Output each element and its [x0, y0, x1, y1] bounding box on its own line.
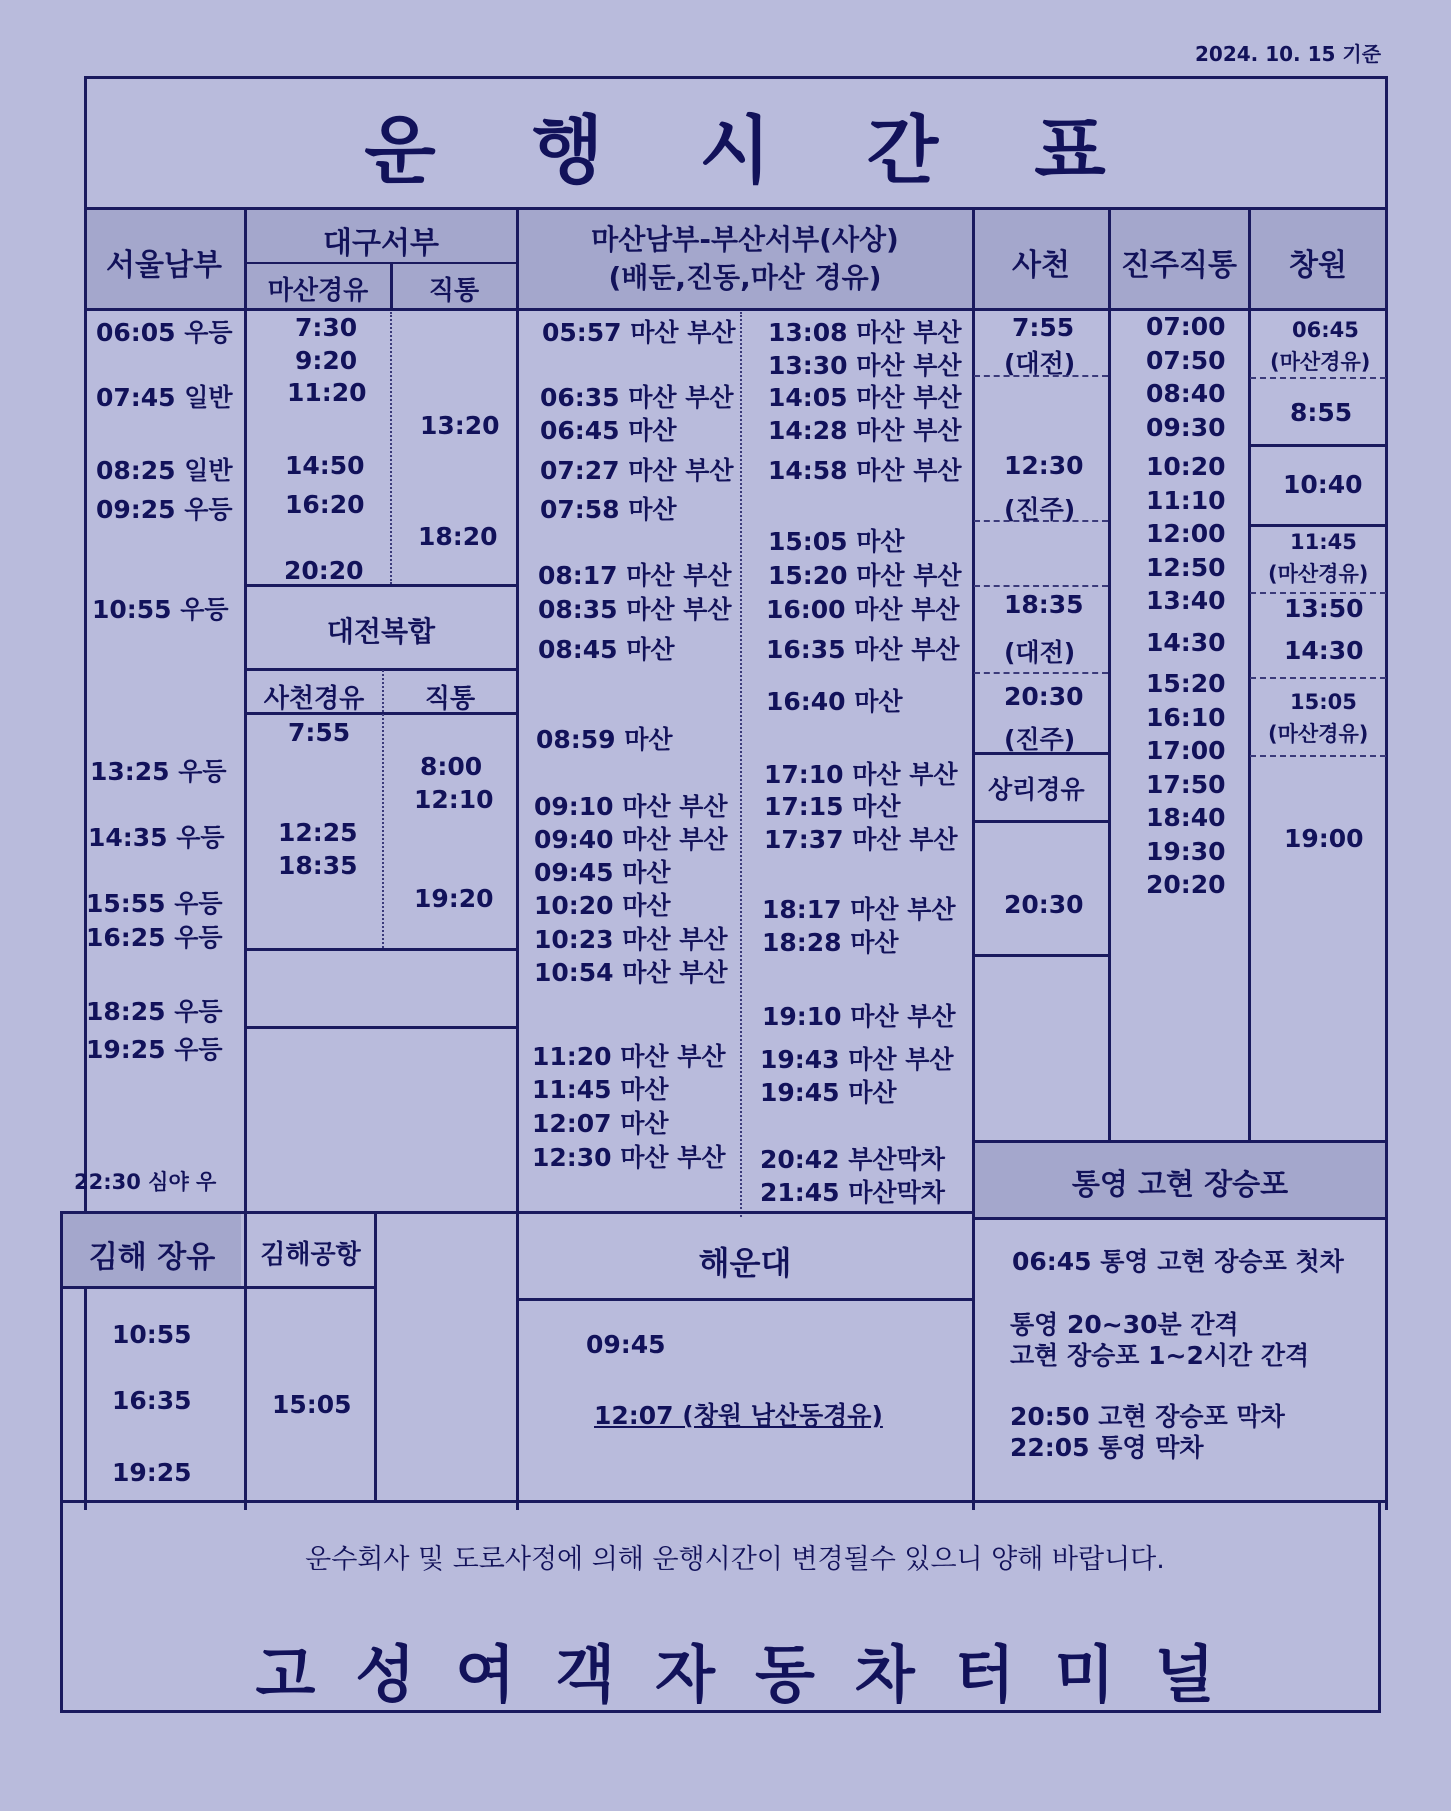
- tongyeong-line: 고현 장승포 1~2시간 간격: [1010, 1341, 1310, 1370]
- div-masan: [972, 210, 975, 1510]
- masan-right-time: 21:45 마산막차: [760, 1178, 945, 1207]
- daejeon-bottom: [244, 948, 516, 951]
- tongyeong-line: 06:45 통영 고현 장승포 첫차: [1012, 1247, 1344, 1276]
- header-haeundae: 해운대: [698, 1244, 792, 1282]
- sacheon-bottom: [974, 954, 1108, 957]
- jinju-times: [1146, 310, 1226, 902]
- sacheon-time: 12:30: [1004, 451, 1084, 480]
- masan-right-time: 16:40 마산: [766, 687, 903, 716]
- masan-left-time: 12:07 마산: [532, 1109, 669, 1138]
- masan-left-time: 06:35 마산 부산: [540, 383, 734, 412]
- header-masan-busan-2: (배둔,진동,마산 경유): [608, 261, 882, 294]
- gimhae-time: 19:25: [112, 1458, 192, 1487]
- changwon-time: 14:30: [1284, 636, 1364, 665]
- sacheon-sep-4: [974, 672, 1108, 674]
- masan-left-time: 08:17 마산 부산: [538, 561, 732, 590]
- changwon-note: (마산경유): [1270, 350, 1371, 374]
- header-changwon: 창원: [1289, 248, 1347, 283]
- div-daegu: [516, 210, 519, 1510]
- header-sacheon: 사천: [1012, 248, 1070, 283]
- jinju-time: 20:20: [1146, 870, 1226, 899]
- header-tongyeong: 통영 고현 장승포: [1071, 1167, 1289, 1201]
- seoul-time: 13:25 우등: [90, 757, 227, 786]
- tongyeong-line: 22:05 통영 막차: [1010, 1433, 1204, 1462]
- haeundae-hdr-bottom: [516, 1298, 972, 1301]
- masan-left-time: 11:20 마산 부산: [532, 1042, 726, 1071]
- changwon-time: 11:45: [1290, 530, 1357, 554]
- header-masan-busan-1: 마산남부-부산서부(사상): [591, 223, 899, 256]
- jinju-time: 17:00: [1146, 736, 1226, 765]
- tongyeong-hdr-bottom: [972, 1217, 1388, 1220]
- daejeon-direct-time: 12:10: [414, 785, 494, 814]
- seoul-time: 09:25 우등: [96, 495, 233, 524]
- sacheon-sep-3: [974, 585, 1108, 587]
- masan-left-time: 07:58 마산: [540, 495, 677, 524]
- sacheon-note: (진주): [1004, 495, 1076, 524]
- seoul-time: 15:55 우등: [86, 889, 223, 918]
- seoul-time: 10:55 우등: [92, 595, 229, 624]
- jinju-time: 18:40: [1146, 803, 1226, 832]
- notice-text: 운수회사 및 도로사정에 의해 운행시간이 변경될수 있으니 양해 바랍니다.: [305, 1544, 1165, 1575]
- changwon-note: (마산경유): [1268, 562, 1369, 586]
- masan-right-time: 13:08 마산 부산: [768, 318, 962, 347]
- sacheon-note: (대전): [1004, 638, 1076, 667]
- seoul-time: 14:35 우등: [88, 823, 225, 852]
- daegu-masan-time: 9:20: [295, 346, 358, 375]
- jinju-time: 19:30: [1146, 836, 1226, 866]
- sacheon-note: (진주): [1004, 725, 1076, 754]
- masan-left-time: 09:10 마산 부산: [534, 792, 728, 821]
- jinju-time: 17:50: [1146, 769, 1226, 799]
- daegu-sub-masan: 마산경유: [267, 276, 369, 306]
- masan-left-time: 11:45 마산: [532, 1075, 669, 1104]
- airport-time: 15:05: [272, 1390, 352, 1419]
- masan-left-time: 08:45 마산: [538, 635, 675, 664]
- masan-left-time: 08:59 마산: [536, 725, 673, 754]
- masan-dot-div: [740, 312, 742, 1217]
- masan-right-time: 19:10 마산 부산: [762, 1002, 956, 1031]
- changwon-time: 06:45: [1292, 318, 1359, 342]
- jinju-time: 13:40: [1146, 586, 1226, 615]
- masan-left-time: 10:54 마산 부산: [534, 958, 728, 987]
- seoul-time: 06:05 우등: [96, 318, 233, 347]
- gimhae-time: 16:35: [112, 1386, 192, 1415]
- masan-right-time: 16:35 마산 부산: [766, 635, 960, 664]
- daegu-dot-div: [390, 312, 392, 584]
- div-jinju: [1248, 210, 1251, 1140]
- daejeon-sacheon-time: 7:55: [288, 718, 351, 747]
- jinju-time: 10:20: [1146, 452, 1226, 481]
- masan-right-time: 14:05 마산 부산: [768, 383, 962, 412]
- daejeon-bottom2: [244, 1026, 516, 1029]
- tongyeong-line: 20:50 고현 장승포 막차: [1010, 1402, 1285, 1431]
- seoul-time: 07:45 일반: [96, 383, 233, 412]
- jinju-time: 09:30: [1146, 412, 1226, 442]
- masan-right-time: 19:45 마산: [760, 1078, 897, 1107]
- jinju-time: 11:10: [1146, 485, 1226, 515]
- daejeon-mid: [244, 668, 516, 671]
- masan-right-time: 17:37 마산 부산: [764, 825, 958, 854]
- masan-left-time: 08:35 마산 부산: [538, 595, 732, 624]
- masan-right-time: 14:28 마산 부산: [768, 416, 962, 445]
- daejeon-sacheon-time: 18:35: [278, 851, 358, 880]
- changwon-time: 15:05: [1290, 690, 1357, 714]
- changwon-sep-2: [1250, 444, 1386, 447]
- daejeon-direct-time: 19:20: [414, 884, 494, 913]
- header-jinju: 진주직통: [1121, 248, 1237, 283]
- jinju-time: 15:20: [1146, 669, 1226, 698]
- changwon-sep-6: [1250, 755, 1386, 757]
- changwon-time: 13:50: [1284, 594, 1364, 623]
- masan-left-time: 10:23 마산 부산: [534, 925, 728, 954]
- jinju-time: 12:00: [1146, 519, 1226, 548]
- haeundae-time: 12:07 (창원 남산동경유): [594, 1401, 883, 1430]
- jinju-time: 07:50: [1146, 345, 1226, 375]
- changwon-sep-3: [1250, 524, 1386, 527]
- sacheon-note: (대전): [1004, 349, 1076, 378]
- sangri-label: 상리경유: [988, 775, 1085, 804]
- seoul-time: 16:25 우등: [86, 923, 223, 952]
- changwon-time: 19:00: [1284, 824, 1364, 853]
- sangri-time: 20:30: [1004, 890, 1084, 919]
- sangri-bottom: [974, 820, 1108, 823]
- masan-left-time: 09:40 마산 부산: [534, 825, 728, 854]
- sacheon-time: 7:55: [1012, 313, 1075, 342]
- daegu-direct-time: 13:20: [420, 411, 500, 440]
- changwon-time: 8:55: [1290, 398, 1353, 427]
- masan-right-time: 13:30 마산 부산: [768, 351, 962, 380]
- sacheon-time: 20:30: [1004, 682, 1084, 711]
- masan-right-time: 15:20 마산 부산: [768, 561, 962, 590]
- outer-left: [84, 210, 87, 1510]
- daejeon-sub-direct: 직통: [424, 684, 476, 714]
- terminal-name: 고성여객자동차터미널: [255, 1638, 1255, 1711]
- div-airport-right: [374, 1211, 377, 1502]
- gimhae-hdr-bottom: [60, 1286, 374, 1289]
- jinju-time: 07:00: [1146, 312, 1226, 341]
- seoul-time: 22:30 심야 우: [74, 1170, 217, 1194]
- masan-right-time: 17:15 마산: [764, 792, 901, 821]
- jinju-time: 12:50: [1146, 552, 1226, 582]
- header-seoul: 서울남부: [106, 248, 222, 283]
- date-note: 2024. 10. 15 기준: [1195, 42, 1382, 66]
- jinju-time: 14:30: [1146, 627, 1226, 657]
- header-gimhae: 김해 장유: [88, 1240, 216, 1275]
- header-airport: 김해공항: [260, 1240, 361, 1270]
- daejeon-sub-sacheon: 사천경유: [263, 684, 365, 714]
- changwon-note: (마산경유): [1268, 722, 1369, 746]
- daegu-direct-time: 18:20: [418, 522, 498, 551]
- div-sacheon: [1108, 210, 1111, 1140]
- masan-right-time: 16:00 마산 부산: [766, 595, 960, 624]
- masan-left-time: 09:45 마산: [534, 858, 671, 887]
- header-daegu: 대구서부: [323, 226, 439, 261]
- seoul-time: 18:25 우등: [86, 997, 223, 1026]
- jinju-time: 08:40: [1146, 379, 1226, 408]
- masan-left-time: 10:20 마산: [534, 891, 671, 920]
- daejeon-direct-time: 8:00: [420, 752, 483, 781]
- masan-right-time: 17:10 마산 부산: [764, 760, 958, 789]
- daegu-masan-time: 16:20: [285, 490, 365, 519]
- haeundae-time: 09:45: [586, 1330, 666, 1359]
- daegu-masan-time: 11:20: [287, 378, 367, 407]
- masan-right-time: 14:58 마산 부산: [768, 456, 962, 485]
- daegu-sub-line: [244, 262, 516, 264]
- seoul-time: 08:25 일반: [96, 456, 233, 485]
- seoul-time: 19:25 우등: [86, 1035, 223, 1064]
- masan-left-time: 05:57 마산 부산: [542, 318, 736, 347]
- sacheon-time: 18:35: [1004, 590, 1084, 619]
- masan-right-time: 18:28 마산: [762, 928, 899, 957]
- daegu-sub-direct: 직통: [428, 276, 480, 306]
- changwon-sep-5: [1250, 677, 1386, 679]
- masan-right-time: 20:42 부산막차: [760, 1145, 945, 1174]
- jinju-time: 16:10: [1146, 702, 1226, 732]
- masan-left-time: 07:27 마산 부산: [540, 456, 734, 485]
- masan-left-time: 12:30 마산 부산: [532, 1143, 726, 1172]
- daegu-masan-time: 7:30: [295, 313, 358, 342]
- daegu-masan-time: 20:20: [284, 556, 364, 585]
- changwon-time: 10:40: [1283, 470, 1363, 499]
- gimhae-time: 10:55: [112, 1320, 192, 1349]
- daegu-masan-time: 14:50: [285, 451, 365, 480]
- footer-left: [60, 1500, 63, 1712]
- changwon-sep-1: [1250, 377, 1386, 379]
- masan-left-time: 06:45 마산: [540, 416, 677, 445]
- header-daejeon: 대전복합: [326, 615, 436, 648]
- masan-right-time: 15:05 마산: [768, 527, 905, 556]
- lower-bottom: [60, 1500, 1388, 1503]
- tongyeong-line: 통영 20~30분 간격: [1010, 1310, 1239, 1339]
- div-seoul: [244, 210, 247, 1510]
- page-title: 운행시간표: [364, 108, 1202, 194]
- masan-right-time: 18:17 마산 부산: [762, 895, 956, 924]
- masan-right-time: 19:43 마산 부산: [760, 1045, 954, 1074]
- outer-right: [1385, 76, 1388, 1510]
- daejeon-sacheon-time: 12:25: [278, 818, 358, 847]
